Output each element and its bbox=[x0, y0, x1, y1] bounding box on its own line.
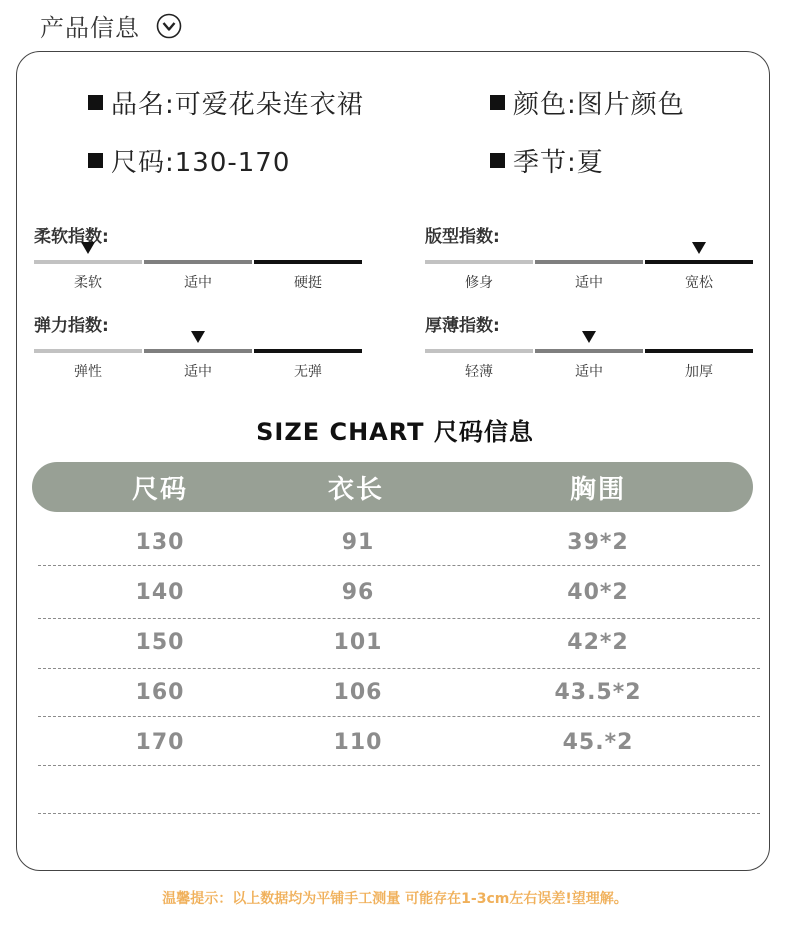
index-bar-high bbox=[254, 260, 362, 264]
index-label-high: 硬挺 bbox=[294, 275, 322, 291]
row-divider bbox=[38, 565, 760, 566]
index-label-low: 柔软 bbox=[74, 275, 102, 291]
index-bar-high bbox=[645, 260, 753, 264]
selected-marker-icon bbox=[81, 242, 95, 254]
table-row bbox=[38, 630, 760, 680]
elasticity-index bbox=[34, 311, 364, 391]
thickness-index bbox=[425, 311, 755, 391]
info-name-text: 品名:可爱花朵连衣裙 bbox=[111, 90, 364, 120]
column-header-bust: 胸围 bbox=[569, 475, 626, 505]
size-chart-title: SIZE CHART 尺码信息 bbox=[256, 418, 534, 446]
cell-size: 160 bbox=[135, 680, 185, 705]
index-bar-low bbox=[34, 349, 142, 353]
bullet-square-icon bbox=[88, 95, 103, 110]
section-header bbox=[40, 8, 182, 43]
index-label-low: 弹性 bbox=[74, 364, 102, 380]
table-row bbox=[38, 730, 760, 780]
info-season bbox=[490, 142, 604, 179]
row-divider bbox=[38, 716, 760, 717]
selected-marker-icon bbox=[582, 331, 596, 343]
index-title: 厚薄指数: bbox=[425, 316, 500, 336]
cell-bust: 42*2 bbox=[567, 630, 629, 655]
info-size bbox=[88, 142, 290, 179]
selected-marker-icon bbox=[191, 331, 205, 343]
bullet-square-icon bbox=[490, 95, 505, 110]
cell-size: 130 bbox=[135, 530, 185, 555]
index-label-high: 无弹 bbox=[294, 364, 322, 380]
index-bar-low bbox=[425, 260, 533, 264]
info-color-text: 颜色:图片颜色 bbox=[513, 90, 685, 120]
cell-size: 170 bbox=[135, 730, 185, 755]
chevron-down-circle-icon[interactable] bbox=[156, 13, 182, 39]
row-divider bbox=[38, 618, 760, 619]
row-divider bbox=[38, 813, 760, 814]
index-label-mid: 适中 bbox=[184, 275, 212, 291]
index-bar-high bbox=[254, 349, 362, 353]
cell-bust: 39*2 bbox=[567, 530, 629, 555]
info-size-text: 尺码:130-170 bbox=[111, 148, 291, 178]
cell-length: 110 bbox=[333, 730, 383, 755]
index-bar-high bbox=[645, 349, 753, 353]
cell-bust: 45.*2 bbox=[562, 730, 634, 755]
cell-bust: 40*2 bbox=[567, 580, 629, 605]
cell-length: 101 bbox=[333, 630, 383, 655]
measurement-note: 温馨提示：以上数据均为平铺手工测量 可能存在1-3cm左右误差!望理解。 bbox=[162, 891, 628, 907]
index-label-low: 轻薄 bbox=[465, 364, 493, 380]
row-divider bbox=[38, 668, 760, 669]
index-bar-mid bbox=[144, 260, 252, 264]
index-label-mid: 适中 bbox=[575, 275, 603, 291]
size-table-header bbox=[32, 462, 753, 512]
fit-index bbox=[425, 222, 755, 302]
info-name bbox=[88, 84, 364, 121]
index-bar-mid bbox=[535, 260, 643, 264]
cell-length: 91 bbox=[341, 530, 375, 555]
cell-bust: 43.5*2 bbox=[554, 680, 642, 705]
bullet-square-icon bbox=[490, 153, 505, 168]
info-season-text: 季节:夏 bbox=[513, 148, 604, 178]
index-bar-mid bbox=[535, 349, 643, 353]
index-label-mid: 适中 bbox=[575, 364, 603, 380]
index-label-high: 宽松 bbox=[685, 275, 713, 291]
bullet-square-icon bbox=[88, 153, 103, 168]
index-title: 版型指数: bbox=[425, 227, 500, 247]
cell-length: 106 bbox=[333, 680, 383, 705]
section-title: 产品信息 bbox=[40, 14, 140, 42]
index-label-mid: 适中 bbox=[184, 364, 212, 380]
column-header-length: 衣长 bbox=[327, 475, 384, 505]
info-color bbox=[490, 84, 685, 121]
column-header-size: 尺码 bbox=[131, 475, 188, 505]
index-bar-low bbox=[34, 260, 142, 264]
index-bar-mid bbox=[144, 349, 252, 353]
selected-marker-icon bbox=[692, 242, 706, 254]
index-title: 弹力指数: bbox=[34, 316, 109, 336]
cell-length: 96 bbox=[341, 580, 375, 605]
index-label-low: 修身 bbox=[465, 275, 493, 291]
softness-index bbox=[34, 222, 364, 302]
cell-size: 150 bbox=[135, 630, 185, 655]
row-divider bbox=[38, 765, 760, 766]
table-row bbox=[38, 580, 760, 630]
index-bar-low bbox=[425, 349, 533, 353]
index-title: 柔软指数: bbox=[34, 227, 109, 247]
cell-size: 140 bbox=[135, 580, 185, 605]
index-label-high: 加厚 bbox=[685, 364, 713, 380]
table-row bbox=[38, 530, 760, 580]
table-row bbox=[38, 680, 760, 730]
